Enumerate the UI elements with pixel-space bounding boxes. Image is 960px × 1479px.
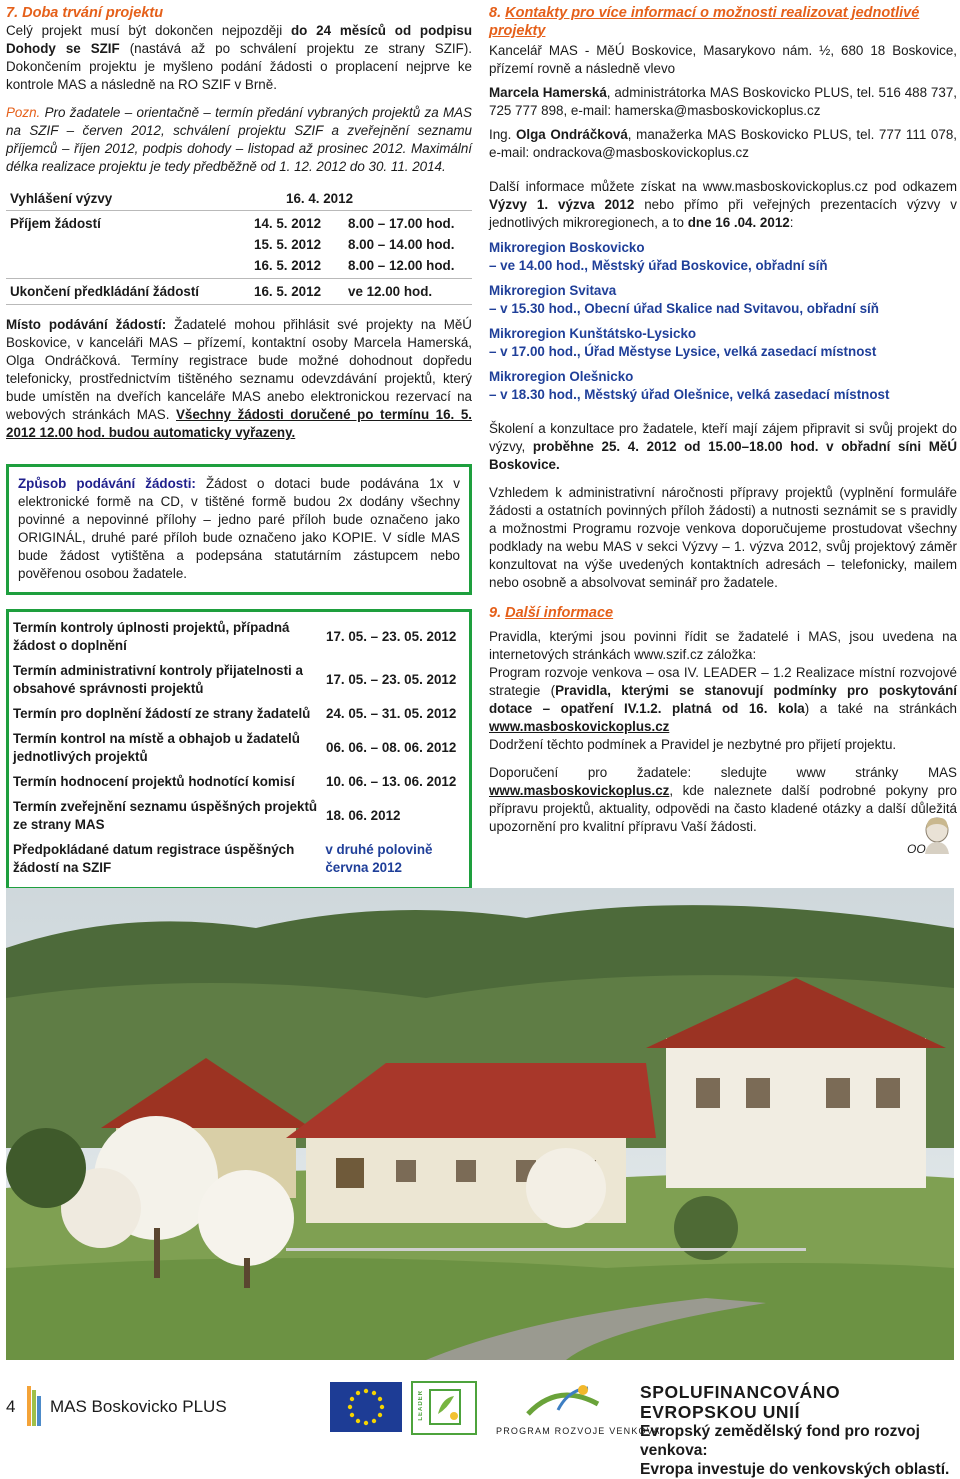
microregion-name: Mikroregion Olešnicko [489, 369, 634, 384]
section-7-note: Pozn. Pro žadatele – orientačně – termín předání vybraných projektů za MAS na SZIF – červen 2012, schválení projektu SZIF a zveřejnění seznamu příjemců – říjen 2012, podpis dohody – listopad až prosinec 2012. Maximální délka realizace projektu je tedy předběžně od 1. 12. 2012 do 30. 11. 2014. [6, 105, 472, 174]
prv-logo [488, 1378, 661, 1436]
microregion-name: Mikroregion Boskovicko [489, 240, 645, 255]
microregion-detail: – v 17.00 hod., Úřad Městyse Lysice, velká zasedací místnost [489, 344, 877, 359]
intake-time-2: 8.00 – 14.00 hod. [348, 237, 455, 252]
closing-label: Ukončení předkládání žádostí [10, 284, 199, 299]
terms-row: Předpokládané datum registrace úspěšných žádostí na SZIF v druhé polovině června 2012 [13, 842, 433, 875]
submission-method-text: Způsob podávání žádosti: Žádost o dotaci bude podávána 1x v elektronické formě na CD, v tištěné formě budou 2x dodány všechny povinné a nepovinné přílohy – jedno paré příloh bude označeno jako ORIGINÁL, druhé paré příloh bude označeno jako KOPIE. V sídle MAS bude žádost vytištěna a podepsána statutárním zástupcem nebo pověřenou osobou žadatele. [18, 476, 460, 581]
village-scene-image [6, 888, 954, 1360]
rules-paragraph: Pravidla, kterými jsou povinni řídit se žadatelé i MAS, jsou uvedena na internetových stránkách www.szif.cz záložka: [489, 629, 957, 662]
intake-date-3: 16. 5. 2012 [254, 258, 322, 273]
mas-website-link-2[interactable]: www.masboskovickoplus.cz [489, 783, 670, 798]
microregion-list [489, 239, 957, 404]
office-address: Kancelář MAS - MěÚ Boskovice, Masarykovo nám. ½, 680 18 Boskovice, přízemí rovně a následně vlevo [489, 43, 957, 76]
eu-sponsor-block [640, 1382, 956, 1479]
microregion-name: Mikroregion Svitava [489, 283, 617, 298]
terms-table [6, 609, 472, 890]
announce-date: 16. 4. 2012 [286, 191, 354, 206]
prv-text: PROGRAM ROZVOJE VENKOVA [496, 1426, 661, 1436]
training-paragraph: Školení a konzultace pro žadatele, kteří mají zájem připravit si svůj projekt do výzvy, proběhne 25. 4. 2012 od 15.00–18.00 hod. v obřadní síni MěÚ Boskovice. [489, 421, 957, 472]
prv-logo-icon [488, 1378, 628, 1420]
sponsor-line-1: SPOLUFINANCOVÁNO EVROPSKOU UNIÍ [640, 1382, 841, 1422]
section-9-heading: 9. Další informace [489, 605, 614, 621]
terms-row: Termín zveřejnění seznamu úspěšných projektů ze strany MAS 18. 06. 2012 [13, 799, 401, 832]
microregion-detail: – ve 14.00 hod., Městský úřad Boskovice, obřadní síň [489, 258, 828, 273]
page-number: 4 [6, 1397, 16, 1416]
author-portrait-icon [923, 816, 951, 854]
compliance-paragraph: Dodržení těchto podmínek a Pravidel je nezbytné pro přijetí projektu. [489, 737, 897, 752]
mas-logo-icon [27, 1386, 43, 1426]
right-column [489, 4, 957, 876]
microregion-detail: – v 15.30 hod., Obecní úřad Skalice nad Svitavou, obřadní síň [489, 301, 879, 316]
leader-logo [410, 1380, 478, 1436]
section-7-heading: 7. Doba trvání projektu [6, 5, 164, 21]
intake-label: Příjem žádostí [10, 216, 101, 231]
intake-time-3: 8.00 – 12.00 hod. [348, 258, 455, 273]
signature-block [489, 836, 957, 876]
submission-method-box [6, 464, 472, 595]
footer-brand: MAS Boskovicko PLUS [50, 1397, 227, 1416]
terms-row: Termín kontrol na místě a obhajob u žadatelů jednotlivých projektů 06. 06. – 08. 06. 2012 [13, 731, 457, 764]
announce-label: Vyhlášení výzvy [10, 191, 113, 206]
mas-website-link[interactable]: www.masboskovickoplus.cz [489, 719, 670, 734]
program-paragraph: Program rozvoje venkova – osa IV. LEADER – 1.2 Realizace místní rozvojové strategie (Pravidla, kterými se stanovují podmínky pro poskytování dotace – opatření IV.1.2. platná od 16. kola) a také na stránkách www.masboskovickoplus.cz [489, 665, 957, 734]
village-photo [6, 888, 954, 1360]
left-column [6, 4, 472, 890]
page-footer [0, 1376, 960, 1478]
contact-hamerska: Marcela Hamerská, administrátorka MAS Boskovicko PLUS, tel. 516 488 737, 725 777 898, e-mail: hamerska@masboskovickoplus.cz [489, 85, 957, 118]
closing-time: ve 12.00 hod. [348, 284, 433, 299]
section-8-heading: 8. Kontakty pro více informací o možnosti realizovat jednotlivé projekty [489, 5, 920, 39]
intake-date-1: 14. 5. 2012 [254, 216, 322, 231]
signature-initials: OO [907, 842, 926, 856]
sponsor-line-2: Evropský zemědělský fond pro rozvoj venkova: [640, 1423, 920, 1459]
terms-row: Termín administrativní kontroly přijatelnosti a obsahové správnosti projektů 17. 05. – 23. 05. 2012 [13, 663, 457, 696]
section-7-paragraph: Celý projekt musí být dokončen nejpozději do 24 měsíců od podpisu Dohody se SZIF (nastává až po schválení projektu ze strany SZIF). Dokončením projektu je myšleno podání žádosti o proplacení nejprve ke kontrole MAS a následně na RO SZIF v Brně. [6, 23, 472, 92]
advice-paragraph: Doporučení pro žadatele: sledujte www stránky MAS www.masboskovickoplus.cz, kde naleznete další podrobné pokyny pro přípravu projektů, aktuality, odpovědi na často kladené otázky a další důležitá upozornění pro kvalitní přípravu Vaší žádosti. [489, 765, 957, 834]
leader-text: LEADER [418, 1390, 424, 1421]
intake-date-2: 15. 5. 2012 [254, 237, 322, 252]
microregion-detail: – v 18.30 hod., Městský úřad Olešnice, velká zasedací místnost [489, 387, 890, 402]
intake-time-1: 8.00 – 17.00 hod. [348, 216, 455, 231]
recommendation-paragraph: Vzhledem k administrativní náročnosti přípravy projektů (vyplnění formuláře žádosti a ostatních povinných příloh žádosti) a nutnosti seznámit se s pravidly a možnostmi Programu rozvoje venkova doporučujeme prostudovat všechny podklady na webu MAS v sekci Výzvy – 1. výzva 2012, svůj projektový záměr konzultovat na výše uvedených kontaktních adresách – telefonicky, mailem nebo osobně a absolvovat seminář pro žadatele. [489, 485, 957, 590]
terms-row: Termín pro doplnění žádostí ze strany žadatelů 24. 05. – 31. 05. 2012 [13, 706, 457, 721]
more-info-paragraph: Další informace můžete získat na www.masboskovickoplus.cz pod odkazem Výzvy 1. výzva 2012 nebo přímo při veřejných prezentacích výzvy v jednotlivých mikroregionech, a to dne 16 .04. 2012: [489, 179, 958, 230]
terms-row: Termín kontroly úplnosti projektů, případná žádost o doplnění 17. 05. – 23. 05. 2012 [13, 620, 457, 653]
sponsor-line-3: Evropa investuje do venkovských oblastí. [640, 1461, 950, 1478]
contact-ondrackova: Ing. Olga Ondráčková, manažerka MAS Boskovicko PLUS, tel. 777 111 078, e-mail: ondrackova@masboskovickoplus.cz [489, 127, 957, 160]
schedule-block [6, 190, 472, 332]
submission-place: Místo podávání žádostí: Žadatelé mohou přihlásit své projekty na MěÚ Boskovice, v kanceláři MAS – přízemí, kontaktní osoby Marcela Hamerská, Olga Ondráčková. Termíny registrace bude možné dohodnout dopředu telefonicky, prostřednictvím tištěného seznamu odevzdávání projektů, který bude umístěn na dveřích kanceláře MAS anebo elektronickou rezervací na webových stránkách MAS. Všechny žádosti doručené po termínu 16. 5. 2012 12.00 hod. budou automaticky vyřazeny. [6, 317, 472, 440]
closing-date: 16. 5. 2012 [254, 284, 322, 299]
eu-flag-icon [330, 1382, 402, 1432]
microregion-name: Mikroregion Kunštátsko-Lysicko [489, 326, 697, 341]
terms-row: Termín hodnocení projektů hodnotící komisí 10. 06. – 13. 06. 2012 [13, 774, 457, 789]
